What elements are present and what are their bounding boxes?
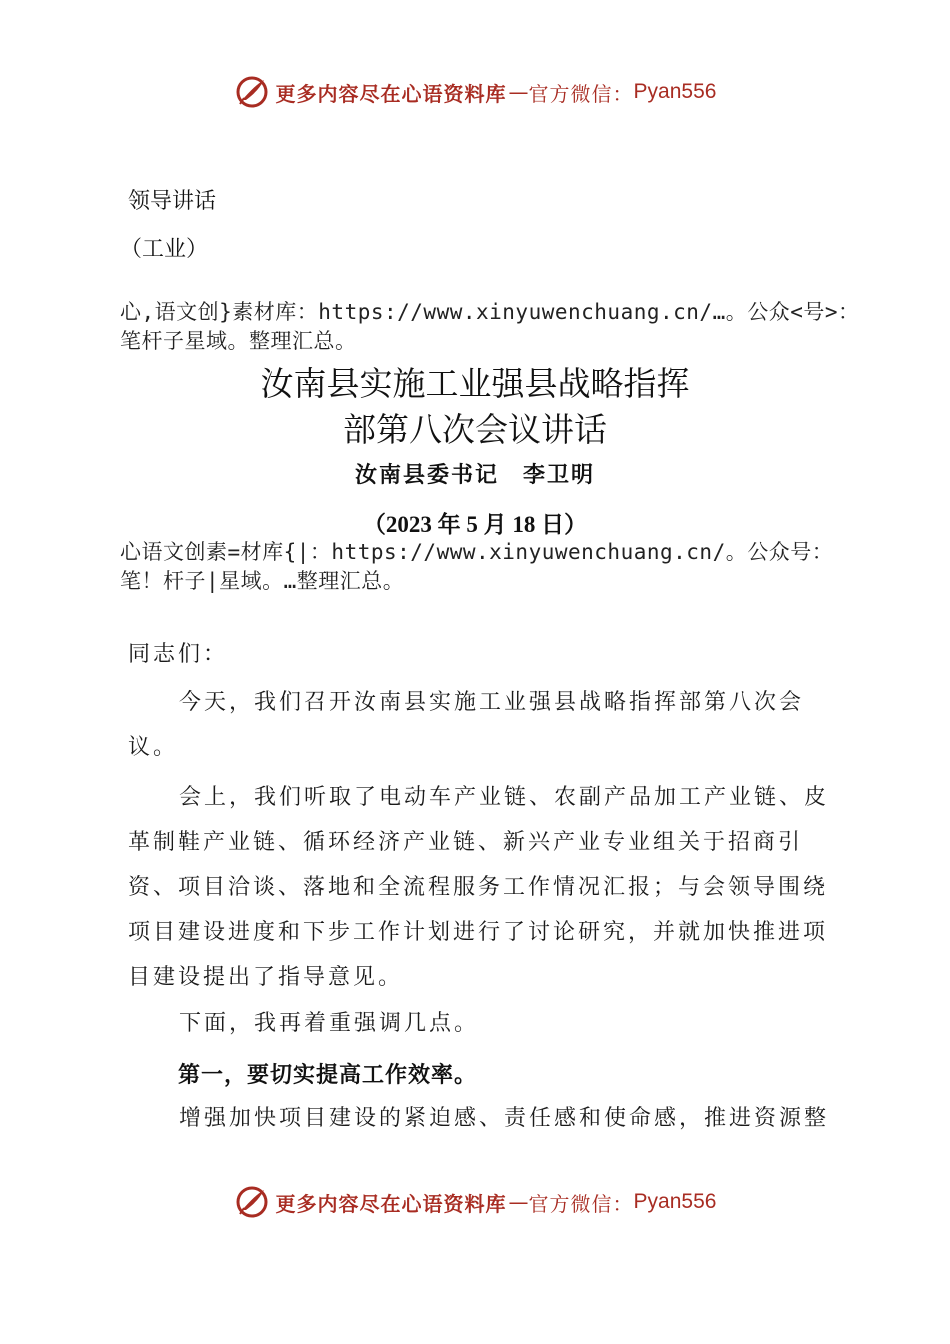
banner-wechat-handle: Pyan556	[633, 1190, 717, 1213]
greeting: 同志们：	[128, 642, 229, 667]
banner-wechat-handle: Pyan556	[633, 80, 717, 103]
quill-logo-icon	[234, 74, 270, 110]
banner-separator: —	[508, 80, 527, 104]
paragraph-2: 会上，我们听取了电动车产业链、农副产品加工产业链、皮革制鞋产业链、循环经济产业链、新兴产业专业组关于招商引资、项目洽谈、落地和全流程服务工作情况汇报；与会领导围绕项目建设进度和下步工作计划进行了讨论研究，并就加快推进项目建设提出了指导意见。	[128, 785, 830, 990]
banner-text: 更多内容尽在心语资料库	[275, 1191, 507, 1216]
banner-separator: —	[508, 1190, 527, 1214]
speech-date: （2023 年 5 月 18 日）	[362, 512, 588, 537]
section-heading-1: 第一，要切实提高工作效率。	[178, 1063, 478, 1088]
doc-category: 领导讲话	[128, 189, 217, 214]
source-note-top: 心,语文创}素材库：https://www.xinyuwenchuang.cn/…。公众<号>：笔杆子星域。整理汇总。	[120, 300, 860, 353]
paragraph-4: 增强加快项目建设的紧迫感、责任感和使命感，推进资源整	[179, 1106, 830, 1131]
banner-wechat-label: 官方微信：	[528, 1191, 634, 1216]
banner-text: 更多内容尽在心语资料库	[275, 81, 507, 106]
paragraph-1: 今天，我们召开汝南县实施工业强县战略指挥部第八次会议。	[128, 690, 805, 760]
paragraph-3: 下面，我再着重强调几点。	[179, 1011, 480, 1036]
footer-banner	[0, 1182, 950, 1222]
author: 汝南县委书记 李卫明	[354, 462, 595, 488]
quill-logo-icon	[234, 1184, 270, 1220]
title-line-2: 部第八次会议讲话	[343, 410, 607, 449]
header-banner	[0, 72, 950, 112]
source-note-middle: 心语文创素=材库{|：https://www.xinyuwenchuang.cn/。公众号：笔！杆子|星域。…整理汇总。	[120, 540, 834, 593]
title-line-1: 汝南县实施工业强县战略指挥	[260, 364, 690, 403]
banner-wechat-label: 官方微信：	[528, 81, 634, 106]
doc-subcategory: （工业）	[120, 237, 209, 262]
